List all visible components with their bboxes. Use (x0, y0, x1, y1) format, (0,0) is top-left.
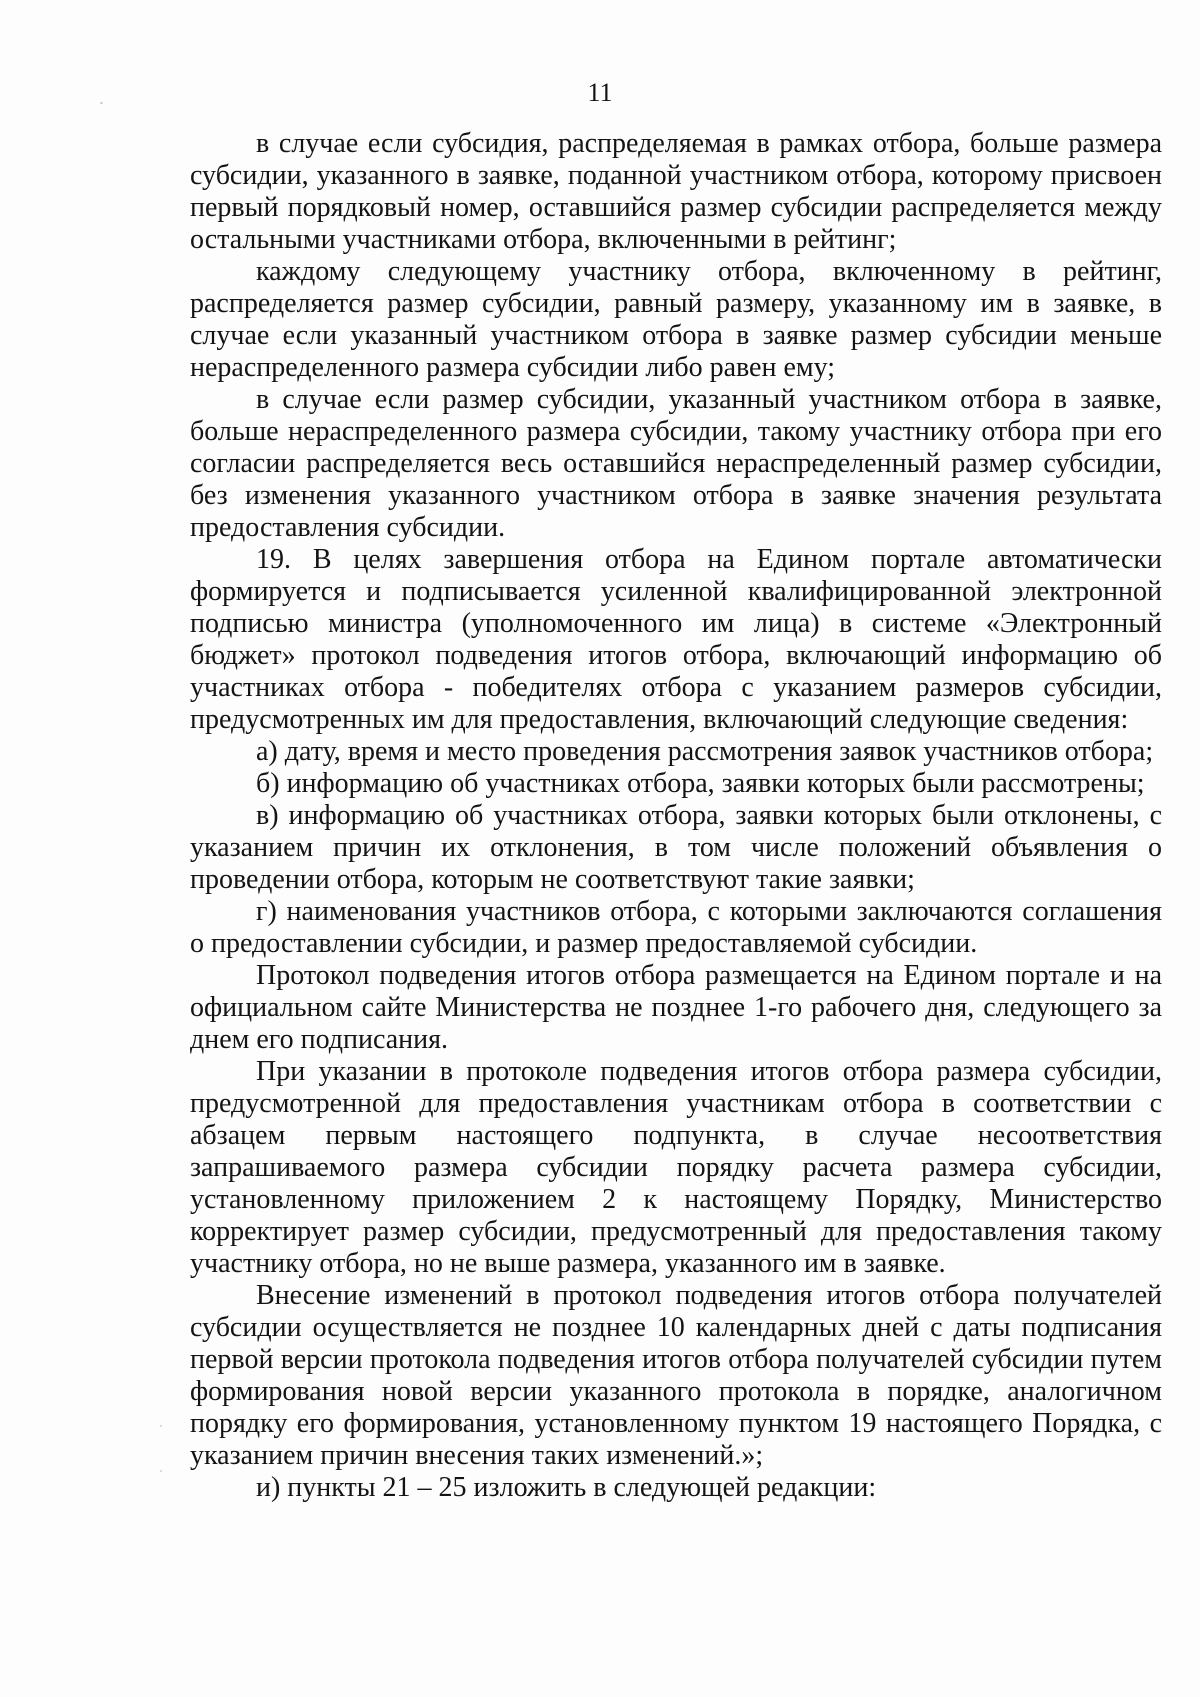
paragraph: б) информацию об участниках отбора, заявки которых были рассмотрены; (256, 768, 1145, 799)
scan-speck (160, 1425, 162, 1427)
paragraph: в случае если размер субсидии, указанный участником отбора в заявке, больше нераспределенного размера субсидии, такому участнику отбора при его согласии распределяется весь оставшийся нераспределенный размер субсидии, без изменения указанного участником отбора в заявке значения результата предоставления субсидии. (190, 384, 1162, 543)
paragraph: 19. В целях завершения отбора на Едином портале автоматически формируется и подписывается усиленной квалифицированной электронной подписью министра (уполномоченного им лица) в системе «Электронный бюджет» протокол подведения итогов отбора, включающий информацию об участниках отбора - победителях отбора с указанием размеров субсидии, предусмотренных им для предоставления, включающий следующие сведения: (190, 544, 1162, 735)
page-number: 11 (587, 78, 613, 107)
scan-speck (160, 1470, 162, 1472)
document-body (190, 128, 1162, 1504)
paragraph: в) информацию об участниках отбора, заявки которых были отклонены, с указанием причин их отклонения, в том числе положений объявления о проведении отбора, которым не соответствуют такие заявки; (190, 800, 1162, 895)
paragraph: При указании в протоколе подведения итогов отбора размера субсидии, предусмотренной для предоставления участникам отбора в соответствии с абзацем первым настоящего подпункта, в случае несоответствия запрашиваемого размера субсидии порядку расчета размера субсидии, установленному приложением 2 к настоящему Порядку, Министерство корректирует размер субсидии, предусмотренный для предоставления такому участнику отбора, но не выше размера, указанного им в заявке. (190, 1056, 1162, 1279)
paragraph: Внесение изменений в протокол подведения итогов отбора получателей субсидии осуществляется не позднее 10 календарных дней с даты подписания первой версии протокола подведения итогов отбора получателей субсидии путем формирования новой версии указанного протокола в порядке, аналогичном порядку его формирования, установленному пунктом 19 настоящего Порядка, с указанием причин внесения таких изменений.»; (190, 1280, 1162, 1471)
paragraph: в случае если субсидия, распределяемая в рамках отбора, больше размера субсидии, указанного в заявке, поданной участником отбора, которому присвоен первый порядковый номер, оставшийся размер субсидии распределяется между остальными участниками отбора, включенными в рейтинг; (190, 128, 1162, 255)
paragraph: каждому следующему участнику отбора, включенному в рейтинг, распределяется размер субсидии, равный размеру, указанному им в заявке, в случае если указанный участником отбора в заявке размер субсидии меньше нераспределенного размера субсидии либо равен ему; (190, 256, 1162, 383)
paragraph: Протокол подведения итогов отбора размещается на Едином портале и на официальном сайте Министерства не позднее 1-го рабочего дня, следующего за днем его подписания. (190, 960, 1162, 1055)
paragraph: и) пункты 21 – 25 изложить в следующей редакции: (256, 1472, 877, 1503)
paragraph: а) дату, время и место проведения рассмотрения заявок участников отбора; (256, 736, 1154, 767)
paragraph: г) наименования участников отбора, с которыми заключаются соглашения о предоставлении субсидии, и размер предоставляемой субсидии. (190, 896, 1162, 959)
